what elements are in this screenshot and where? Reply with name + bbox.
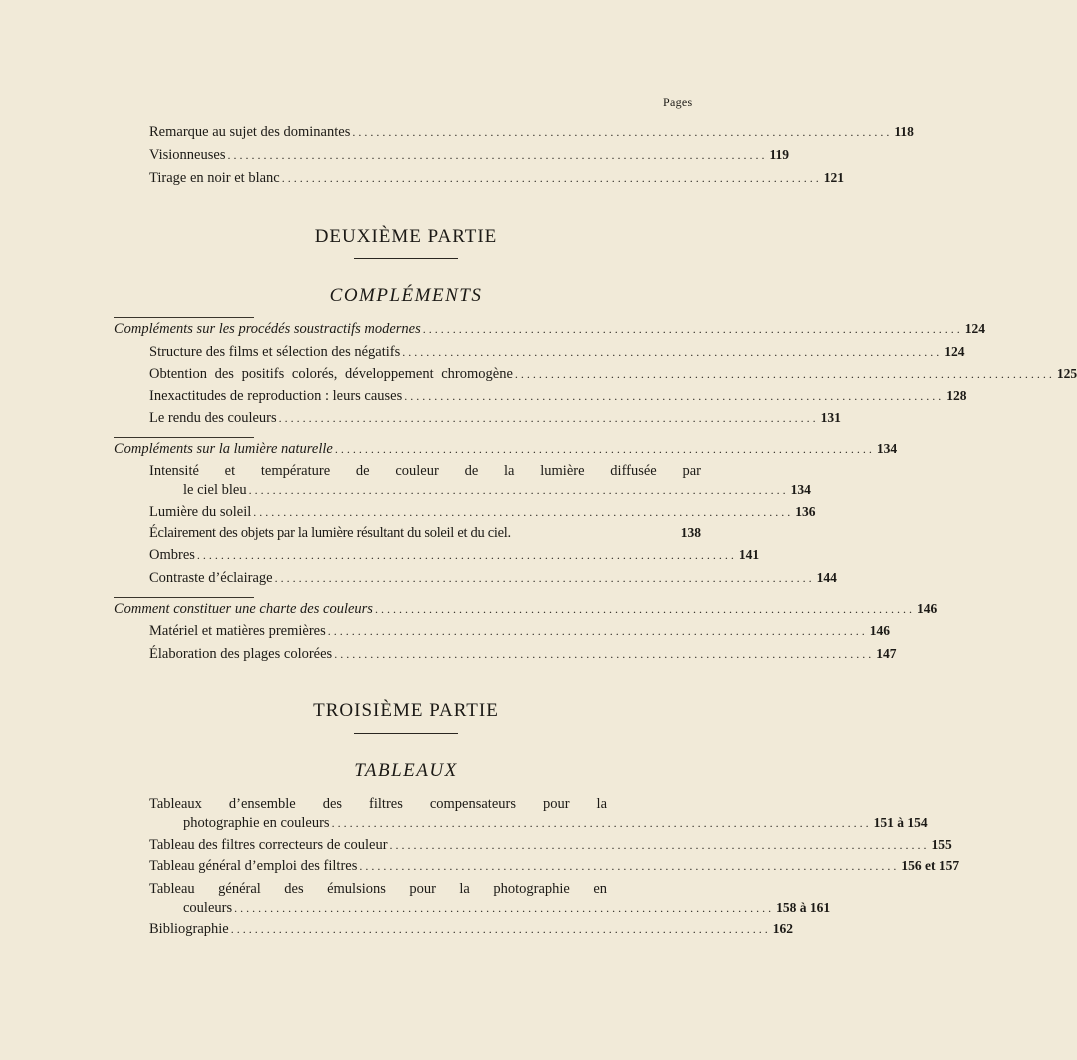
leader-dots: ..........................................................................................: [334, 647, 875, 661]
toc-entry-obtention-positifs: [149, 365, 1077, 383]
leader-dots: ..........................................................................................: [253, 505, 794, 519]
toc-entry-label: Élaboration des plages colorées: [149, 646, 333, 662]
toc-section-label: Compléments sur les procédés soustractifs modernes: [114, 321, 421, 337]
toc-entry-label: Tableau général d’emploi des filtres: [149, 858, 358, 874]
toc-entry-page: 162: [772, 921, 793, 936]
leader-dots: ..........................................................................................: [274, 571, 815, 585]
part2-subtitle: COMPLÉMENTS: [329, 285, 483, 306]
toc-entry-bibliographie: [149, 920, 793, 938]
leader-dots: ..........................................................................................: [248, 483, 789, 497]
leader-dots: ..........................................................................................: [389, 838, 930, 852]
toc-section-label: Comment constituer une charte des couleurs: [114, 601, 373, 617]
leader-dots: ..........................................................................................: [331, 816, 872, 830]
toc-entry-ombres: [149, 546, 760, 564]
part3-subtitle: TABLEAUX: [354, 760, 458, 781]
toc-section-charte-couleurs: [114, 600, 938, 618]
pages-column-header: Pages: [663, 95, 693, 109]
toc-entry-page: 118: [894, 124, 914, 139]
toc-entry-lumiere-soleil: [149, 503, 816, 521]
leader-dots: ..........................................................................................: [514, 367, 1055, 381]
toc-entry-page: 158 à 161: [776, 900, 831, 915]
toc-entry-page: 144: [816, 570, 837, 585]
section-divider: [114, 437, 254, 438]
toc-entry-page: 124: [944, 344, 965, 359]
toc-entry-label: Contraste d’éclairage: [149, 570, 273, 586]
toc-entry-label: Matériel et matières premières: [149, 623, 326, 639]
toc-entry-page: 119: [769, 147, 789, 162]
toc-entry-page: 138: [680, 525, 701, 540]
toc-section-page: 146: [916, 601, 938, 616]
toc-entry-label: Inexactitudes de reproduction : leurs causes: [149, 388, 403, 404]
toc-entry-page: 141: [738, 547, 760, 562]
leader-dots: ..........................................................................................: [327, 624, 868, 638]
toc-entry-visionneuses: [149, 146, 789, 164]
toc-entry-label: Structure des films et sélection des négatifs: [149, 344, 401, 360]
title-rule: [354, 258, 458, 259]
toc-entry-filtres-correcteurs: [149, 836, 952, 854]
leader-dots: ..........................................................................................: [422, 322, 963, 336]
toc-entry-emulsions-line1: Tableau général des émulsions pour la photographie en: [149, 881, 607, 897]
toc-entry-label: photographie en couleurs: [183, 815, 330, 831]
leader-dots: ..........................................................................................: [227, 148, 768, 162]
toc-entry-label: Tableau des filtres correcteurs de couleur: [149, 837, 388, 853]
toc-entry-elaboration-plages: [149, 645, 897, 663]
toc-entry-eclairement-objets: [149, 524, 701, 542]
toc-entry-page: 121: [823, 170, 844, 185]
toc-entry-page: 147: [876, 646, 897, 661]
toc-entry-emploi-filtres: [149, 857, 960, 875]
toc-entry-label: Lumière du soleil: [149, 504, 252, 520]
toc-section-procedes-soustractifs: [114, 320, 986, 338]
toc-entry-remarque-dominantes: [149, 123, 914, 141]
toc-entry-label: Obtention des positifs colorés, développement chromogène: [149, 366, 513, 382]
leader-dots: ..........................................................................................: [281, 171, 822, 185]
toc-entry-page: 134: [790, 482, 811, 497]
title-rule: [354, 733, 458, 734]
leader-dots: ..........................................................................................: [278, 411, 819, 425]
toc-entry-label: Tirage en noir et blanc: [149, 170, 280, 186]
toc-entry-label: Éclairement des objets par la lumière résultant du soleil et du ciel.: [149, 525, 511, 541]
toc-section-page: 134: [876, 441, 898, 456]
leader-dots: ..........................................................................................: [404, 389, 945, 403]
leader-dots: ..........................................................................................: [334, 442, 875, 456]
toc-entry-page: 131: [820, 410, 841, 425]
section-divider: [114, 317, 254, 318]
toc-entry-page: 146: [869, 623, 890, 638]
leader-dots: ..........................................................................................: [230, 922, 771, 936]
leader-dots: ..........................................................................................: [196, 548, 737, 562]
toc-section-label: Compléments sur la lumière naturelle: [114, 441, 333, 457]
leader-dots: ..........................................................................................: [352, 125, 893, 139]
toc-entry-page: 151 à 154: [873, 815, 928, 830]
toc-entry-rendu-couleurs: [149, 409, 841, 427]
toc-section-page: 124: [964, 321, 986, 336]
toc-entry-inexactitudes: [149, 387, 967, 405]
toc-entry-label: Le rendu des couleurs: [149, 410, 277, 426]
toc-entry-page: 136: [795, 504, 816, 519]
toc-entry-materiel: [149, 622, 890, 640]
toc-entry-label: couleurs: [183, 900, 233, 916]
part2-title: DEUXIÈME PARTIE: [314, 226, 498, 247]
toc-entry-contraste-eclairage: [149, 569, 837, 587]
leader-dots: ..........................................................................................: [402, 345, 943, 359]
toc-entry-label: Ombres: [149, 547, 195, 563]
leader-dots: ..........................................................................................: [359, 859, 900, 873]
toc-entry-tirage-noir-blanc: [149, 169, 844, 187]
toc-entry-label: Remarque au sujet des dominantes: [149, 124, 351, 140]
toc-entry-tableaux-ensemble: [183, 814, 928, 832]
leader-dots: ..........................................................................................: [374, 602, 915, 616]
toc-entry-page: 128: [946, 388, 967, 403]
toc-entry-page: 125: [1056, 366, 1077, 381]
leader-dots: ..........................................................................................: [234, 901, 775, 915]
toc-entry-label: Bibliographie: [149, 921, 229, 937]
toc-entry-page: 156 et 157: [901, 858, 960, 873]
toc-entry-page: 155: [931, 837, 952, 852]
toc-entry-emulsions: [183, 899, 831, 917]
toc-entry-tableaux-ensemble-line1: Tableaux d’ensemble des filtres compensateurs pour la: [149, 796, 607, 812]
toc-entry-label: Visionneuses: [149, 147, 226, 163]
toc-section-lumiere-naturelle: [114, 440, 898, 458]
part3-title: TROISIÈME PARTIE: [313, 700, 499, 721]
toc-entry-label: le ciel bleu: [183, 482, 247, 498]
toc-entry-intensite-line1: Intensité et température de couleur de la lumière diffusée par: [149, 463, 701, 479]
toc-entry-structure-films: [149, 343, 965, 361]
toc-entry-intensite: [183, 481, 811, 499]
section-divider: [114, 597, 254, 598]
